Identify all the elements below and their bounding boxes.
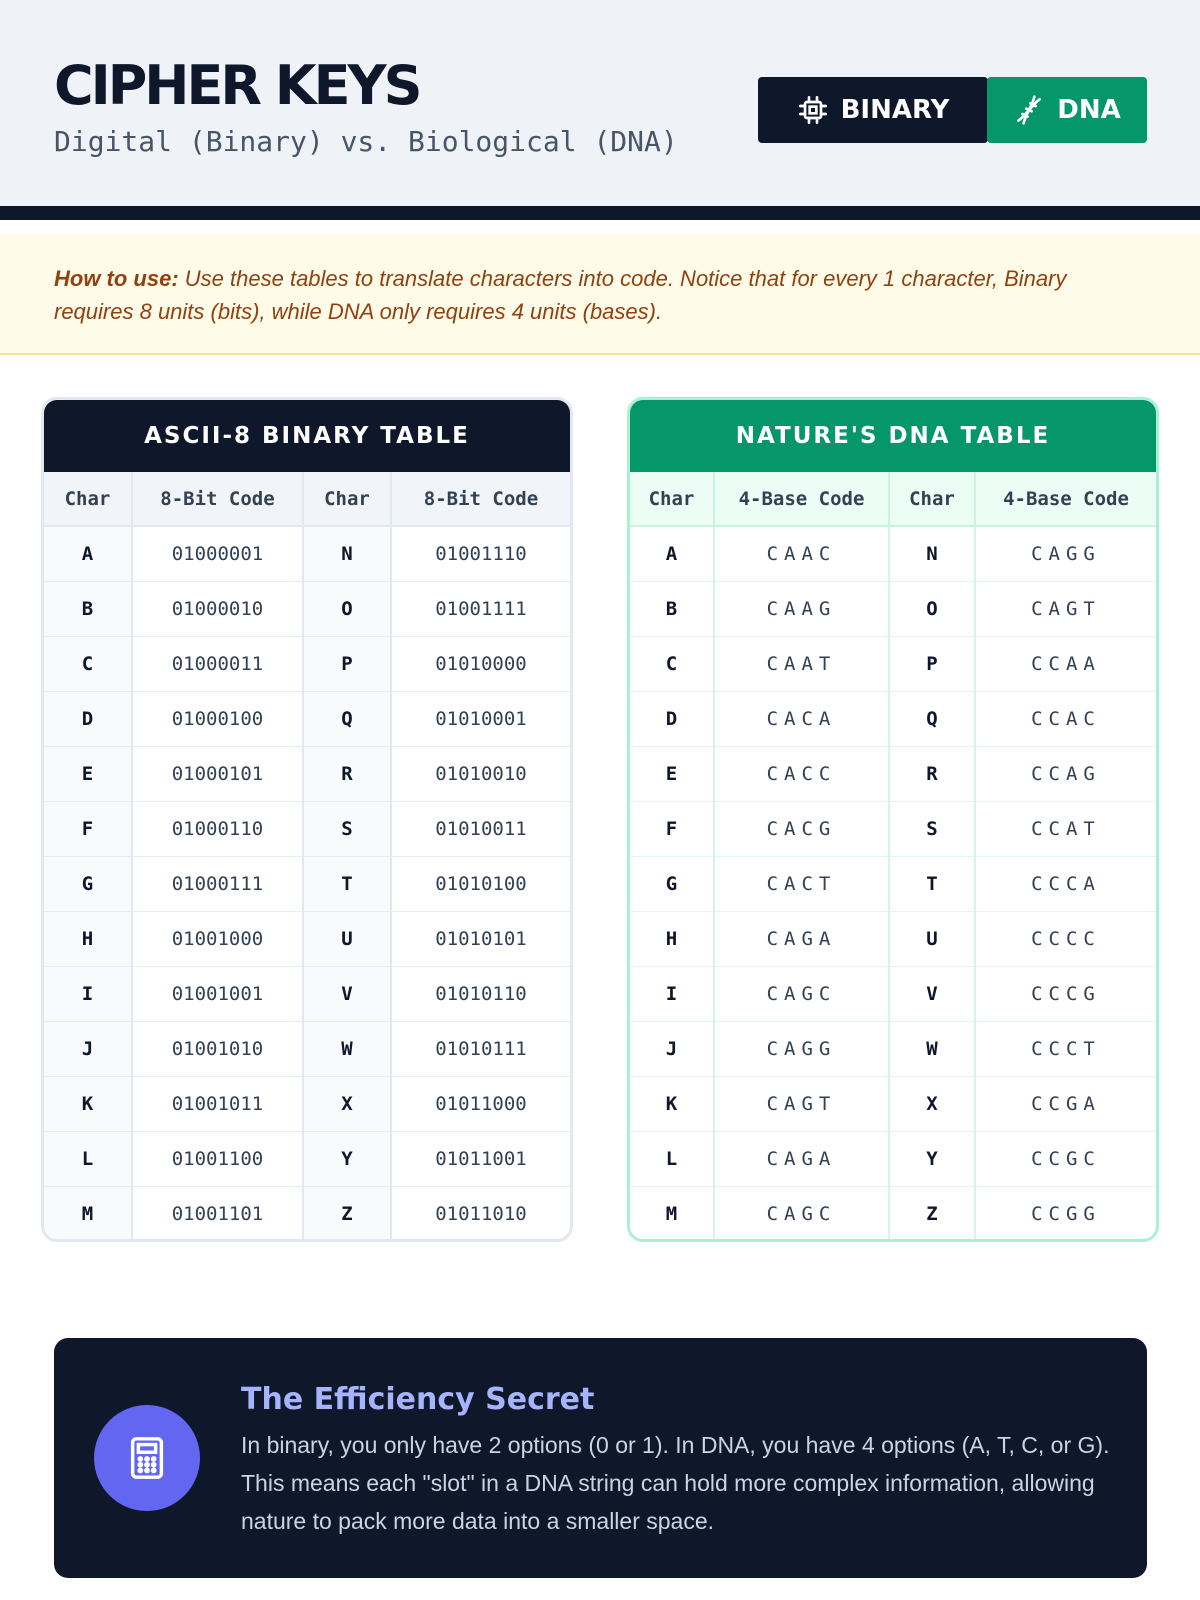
- table-row: [44, 746, 570, 801]
- code-cell: 01011001: [391, 1131, 570, 1186]
- efficiency-secret-panel: [54, 1338, 1147, 1578]
- char-cell: J: [630, 1021, 714, 1076]
- char-cell: W: [889, 1021, 975, 1076]
- code-cell: 01010011: [391, 801, 570, 856]
- code-cell: 01001100: [132, 1131, 303, 1186]
- table-row: [44, 581, 570, 636]
- code-cell: CCAG: [975, 746, 1156, 801]
- code-cell: CAGT: [975, 581, 1156, 636]
- page-subtitle: Digital (Binary) vs. Biological (DNA): [54, 125, 678, 158]
- char-cell: A: [44, 526, 132, 581]
- code-cell: CAGC: [714, 966, 889, 1021]
- table-row: [44, 526, 570, 581]
- code-cell: 01011000: [391, 1076, 570, 1131]
- char-cell: S: [303, 801, 391, 856]
- table-row: [630, 911, 1156, 966]
- page-title: CIPHER KEYS: [54, 54, 420, 117]
- code-cell: CAGT: [714, 1076, 889, 1131]
- code-cell: 01010111: [391, 1021, 570, 1076]
- column-header: Char: [889, 472, 975, 526]
- code-cell: CAGC: [714, 1186, 889, 1241]
- code-cell: CCAA: [975, 636, 1156, 691]
- char-cell: Z: [889, 1186, 975, 1241]
- code-cell: 01001110: [391, 526, 570, 581]
- code-cell: 01001010: [132, 1021, 303, 1076]
- dna-badge-label: DNA: [1057, 95, 1121, 125]
- table-row: [44, 1076, 570, 1131]
- code-cell: CCCG: [975, 966, 1156, 1021]
- code-cell: 01001001: [132, 966, 303, 1021]
- char-cell: S: [889, 801, 975, 856]
- efficiency-secret-text: In binary, you only have 2 options (0 or 1). In DNA, you have 4 options (A, T, C, or G). This means each "slot" in a DNA string can hold more complex information, allowing nature to pack more data into a smaller space.: [241, 1432, 1110, 1534]
- char-cell: Y: [303, 1131, 391, 1186]
- table-row: [44, 1186, 570, 1241]
- calculator-icon-badge: [94, 1405, 200, 1511]
- char-cell: E: [630, 746, 714, 801]
- dna-icon: [1013, 94, 1045, 126]
- char-cell: A: [630, 526, 714, 581]
- how-to-use-text: Use these tables to translate characters into code. Notice that for every 1 character, Binary requires 8 units (bits), while DNA only requires 4 units (bases).: [54, 266, 1067, 324]
- code-cell: CAAT: [714, 636, 889, 691]
- char-cell: U: [303, 911, 391, 966]
- char-cell: D: [44, 691, 132, 746]
- column-header: 4-Base Code: [975, 472, 1156, 526]
- table-row: [44, 691, 570, 746]
- char-cell: Y: [889, 1131, 975, 1186]
- char-cell: V: [889, 966, 975, 1021]
- char-cell: K: [630, 1076, 714, 1131]
- char-cell: H: [630, 911, 714, 966]
- code-cell: CAGA: [714, 1131, 889, 1186]
- code-cell: CCGG: [975, 1186, 1156, 1241]
- code-cell: CAAC: [714, 526, 889, 581]
- code-cell: CAGG: [714, 1021, 889, 1076]
- char-cell: Q: [303, 691, 391, 746]
- char-cell: Z: [303, 1186, 391, 1241]
- code-cell: 01001111: [391, 581, 570, 636]
- code-cell: CACA: [714, 691, 889, 746]
- chip-icon: [797, 94, 829, 126]
- table-row: [630, 1021, 1156, 1076]
- table-row: [44, 1131, 570, 1186]
- code-cell: CCCC: [975, 911, 1156, 966]
- dna-table-card: [627, 397, 1159, 1242]
- code-cell: 01000100: [132, 691, 303, 746]
- char-cell: Q: [889, 691, 975, 746]
- char-cell: O: [889, 581, 975, 636]
- char-cell: B: [44, 581, 132, 636]
- char-cell: M: [630, 1186, 714, 1241]
- table-row: [630, 636, 1156, 691]
- code-cell: CCGA: [975, 1076, 1156, 1131]
- char-cell: I: [630, 966, 714, 1021]
- table-row: [630, 581, 1156, 636]
- binary-badge-label: BINARY: [840, 95, 950, 125]
- char-cell: N: [889, 526, 975, 581]
- code-cell: 01000101: [132, 746, 303, 801]
- dna-badge[interactable]: [987, 77, 1147, 143]
- code-cell: 01010000: [391, 636, 570, 691]
- how-to-use-note: [0, 234, 1200, 355]
- code-cell: 01010110: [391, 966, 570, 1021]
- efficiency-secret-title: The Efficiency Secret: [241, 1382, 595, 1417]
- binary-table-body: [44, 526, 570, 1241]
- table-row: [630, 1186, 1156, 1241]
- char-cell: L: [630, 1131, 714, 1186]
- code-cell: 01000001: [132, 526, 303, 581]
- char-cell: V: [303, 966, 391, 1021]
- code-cell: 01000011: [132, 636, 303, 691]
- char-cell: P: [303, 636, 391, 691]
- code-cell: 01010001: [391, 691, 570, 746]
- char-cell: I: [44, 966, 132, 1021]
- column-header: 8-Bit Code: [132, 472, 303, 526]
- char-cell: X: [303, 1076, 391, 1131]
- code-cell: 01000110: [132, 801, 303, 856]
- code-cell: CCAC: [975, 691, 1156, 746]
- code-cell: 01010100: [391, 856, 570, 911]
- table-row: [44, 856, 570, 911]
- char-cell: C: [44, 636, 132, 691]
- table-row: [630, 1131, 1156, 1186]
- binary-table-card: [41, 397, 573, 1242]
- code-cell: CAAG: [714, 581, 889, 636]
- char-cell: C: [630, 636, 714, 691]
- table-row: [44, 911, 570, 966]
- code-cell: CAGA: [714, 911, 889, 966]
- code-cell: CCAT: [975, 801, 1156, 856]
- char-cell: R: [889, 746, 975, 801]
- code-cell: 01000111: [132, 856, 303, 911]
- column-header: Char: [44, 472, 132, 526]
- table-row: [44, 636, 570, 691]
- char-cell: E: [44, 746, 132, 801]
- code-cell: CCGC: [975, 1131, 1156, 1186]
- table-row: [44, 1021, 570, 1076]
- char-cell: T: [303, 856, 391, 911]
- code-cell: 01001011: [132, 1076, 303, 1131]
- code-cell: 01000010: [132, 581, 303, 636]
- column-header: Char: [630, 472, 714, 526]
- table-row: [44, 966, 570, 1021]
- column-header: Char: [303, 472, 391, 526]
- binary-table-header-row: [44, 472, 570, 526]
- char-cell: K: [44, 1076, 132, 1131]
- code-cell: CACT: [714, 856, 889, 911]
- table-row: [630, 746, 1156, 801]
- code-cell: 01010101: [391, 911, 570, 966]
- char-cell: X: [889, 1076, 975, 1131]
- char-cell: H: [44, 911, 132, 966]
- code-cell: 01001000: [132, 911, 303, 966]
- table-row: [630, 691, 1156, 746]
- binary-table: [44, 472, 570, 1242]
- dna-table-header-row: [630, 472, 1156, 526]
- char-cell: B: [630, 581, 714, 636]
- char-cell: F: [630, 801, 714, 856]
- code-cell: CCCA: [975, 856, 1156, 911]
- code-cell: 01011010: [391, 1186, 570, 1241]
- char-cell: F: [44, 801, 132, 856]
- how-to-use-label: How to use:: [54, 266, 179, 291]
- char-cell: G: [630, 856, 714, 911]
- code-cell: 01010010: [391, 746, 570, 801]
- table-row: [630, 856, 1156, 911]
- code-cell: CACC: [714, 746, 889, 801]
- char-cell: L: [44, 1131, 132, 1186]
- dna-table-body: [630, 526, 1156, 1241]
- char-cell: N: [303, 526, 391, 581]
- table-row: [630, 966, 1156, 1021]
- char-cell: J: [44, 1021, 132, 1076]
- table-row: [630, 1076, 1156, 1131]
- char-cell: P: [889, 636, 975, 691]
- code-cell: CAGG: [975, 526, 1156, 581]
- table-row: [630, 526, 1156, 581]
- table-row: [630, 801, 1156, 856]
- column-header: 8-Bit Code: [391, 472, 570, 526]
- char-cell: U: [889, 911, 975, 966]
- binary-badge[interactable]: [758, 77, 988, 143]
- code-cell: CACG: [714, 801, 889, 856]
- header: [0, 0, 1200, 220]
- column-header: 4-Base Code: [714, 472, 889, 526]
- code-cell: 01001101: [132, 1186, 303, 1241]
- char-cell: O: [303, 581, 391, 636]
- char-cell: G: [44, 856, 132, 911]
- dna-table: [630, 472, 1156, 1242]
- binary-table-title: ASCII-8 BINARY TABLE: [44, 400, 570, 472]
- table-row: [44, 801, 570, 856]
- code-cell: CCCT: [975, 1021, 1156, 1076]
- calculator-icon: [124, 1435, 170, 1481]
- char-cell: M: [44, 1186, 132, 1241]
- char-cell: W: [303, 1021, 391, 1076]
- char-cell: R: [303, 746, 391, 801]
- char-cell: D: [630, 691, 714, 746]
- char-cell: T: [889, 856, 975, 911]
- dna-table-title: NATURE'S DNA TABLE: [630, 400, 1156, 472]
